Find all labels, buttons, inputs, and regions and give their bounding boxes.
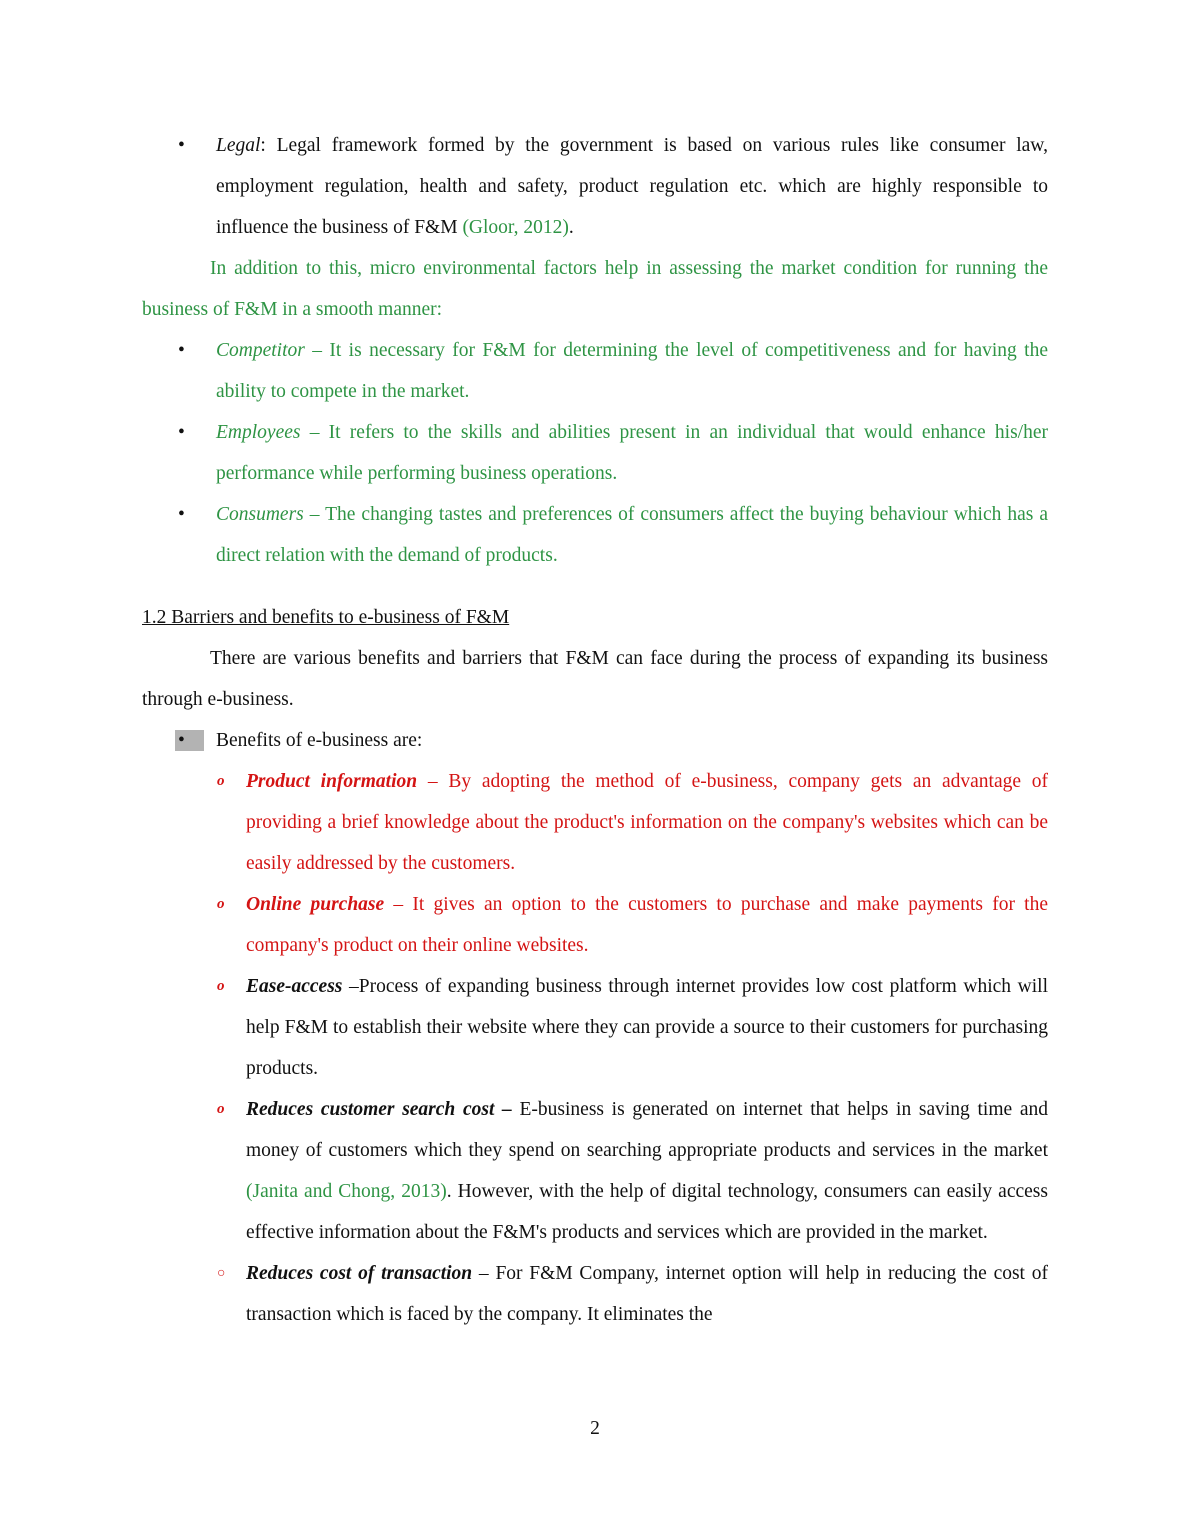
employees-body: – It refers to the skills and abilities present in an individual that would enhance his/her performance while performing business operations.	[216, 422, 1048, 484]
ring-bullet-icon: ○	[217, 1266, 226, 1281]
circle-bullet-icon: o	[217, 773, 225, 789]
employees-term: Employees	[216, 422, 301, 443]
legal-term: Legal	[216, 135, 261, 156]
legal-citation: (Gloor, 2012)	[462, 217, 569, 238]
list-item-competitor	[142, 330, 1048, 412]
benefit-term: Reduces customer search cost –	[246, 1099, 512, 1120]
benefits-label: Benefits of e-business are:	[216, 730, 423, 751]
benefit-term: Online purchase	[246, 894, 385, 915]
highlighted-bullet-icon	[175, 730, 204, 751]
document-content	[142, 125, 1048, 1335]
list-item-online-purchase	[142, 884, 1048, 966]
circle-bullet-icon: o	[217, 896, 225, 912]
consumers-term: Consumers	[216, 504, 304, 525]
benefit-body: – For F&M Company, internet option will help in reducing the cost of transaction which is faced by the company. It eliminates the	[246, 1263, 1048, 1325]
benefit-term: Ease-access	[246, 976, 343, 997]
benefit-term: Reduces cost of transaction	[246, 1263, 473, 1284]
list-item-ease-access	[142, 966, 1048, 1089]
benefit-citation: (Janita and Chong, 2013)	[246, 1181, 447, 1202]
benefits-list-header	[142, 720, 1048, 761]
list-item-employees	[142, 412, 1048, 494]
benefit-term: Product information	[246, 771, 418, 792]
bullet-icon: •	[178, 340, 185, 361]
legal-tail: .	[568, 217, 574, 238]
list-item-legal	[142, 125, 1048, 248]
section-intro-paragraph: There are various benefits and barriers that F&M can face during the process of expanding its business through e-business.	[142, 648, 1048, 710]
list-item-product-information	[142, 761, 1048, 884]
circle-bullet-icon: o	[217, 978, 225, 994]
benefit-body: – It gives an option to the customers to purchase and make payments for the company's product on their online websites.	[246, 894, 1048, 956]
bullet-icon: •	[178, 422, 185, 443]
section-heading: 1.2 Barriers and benefits to e-business of F&M	[142, 607, 510, 628]
circle-bullet-icon: o	[217, 1101, 225, 1117]
page-number: 2	[590, 1418, 600, 1439]
bullet-icon: •	[178, 504, 185, 525]
competitor-term: Competitor	[216, 340, 305, 361]
list-item-reduces-search-cost	[142, 1089, 1048, 1253]
benefit-body: E-business is generated on internet that helps in saving time and money of customers which they spend on searching appropriate products and services in the market	[246, 1099, 1048, 1161]
competitor-body: – It is necessary for F&M for determining the level of competitiveness and for having the ability to compete in the market.	[216, 340, 1048, 402]
micro-environment-paragraph: In addition to this, micro environmental factors help in assessing the market condition for running the business of F&M in a smooth manner:	[142, 258, 1048, 320]
list-item-reduces-transaction-cost	[142, 1253, 1048, 1335]
bullet-glyph: •	[178, 730, 185, 751]
benefit-body: – By adopting the method of e-business, company gets an advantage of providing a brief knowledge about the product's information on the company's websites which can be easily addressed by the customers.	[246, 771, 1048, 874]
bullet-icon: •	[178, 135, 185, 156]
benefit-tail: . However, with the help of digital technology, consumers can easily access effective information about the F&M's products and services which are provided in the market.	[246, 1181, 1048, 1243]
list-item-consumers	[142, 494, 1048, 576]
benefit-body: –Process of expanding business through internet provides low cost platform which will help F&M to establish their website where they can provide a source to their customers for purchasing products.	[246, 976, 1048, 1079]
consumers-body: – The changing tastes and preferences of consumers affect the buying behaviour which has a direct relation with the demand of products.	[216, 504, 1048, 566]
legal-body: : Legal framework formed by the government is based on various rules like consumer law, employment regulation, health and safety, product regulation etc. which are highly responsible to influence the business of F&M	[216, 135, 1048, 238]
